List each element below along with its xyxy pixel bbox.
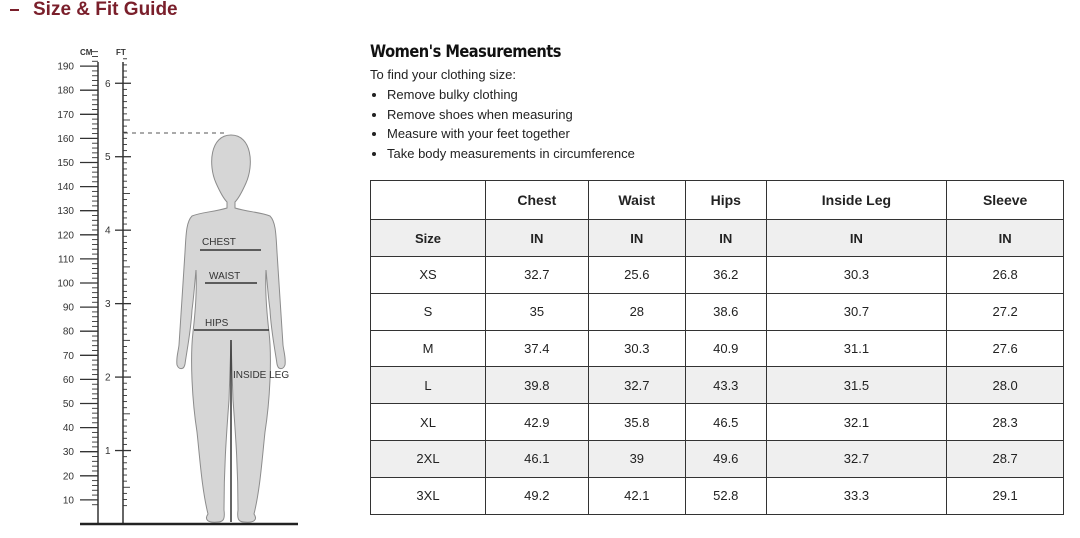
cm-tick-label: 80 <box>62 326 74 338</box>
waist-label: WAIST <box>209 271 241 282</box>
table-header-row <box>371 181 1064 220</box>
chest-cell: 42.9 <box>486 404 589 441</box>
chest-label: CHEST <box>202 237 236 248</box>
cm-tick-label: 90 <box>62 302 74 314</box>
table-row <box>371 440 1064 477</box>
chest-cell: 39.8 <box>486 367 589 404</box>
hips-cell: 38.6 <box>685 293 766 330</box>
hips-cell: 52.8 <box>685 477 766 514</box>
size-cell: XS <box>371 257 486 294</box>
size-cell: S <box>371 293 486 330</box>
hips-label: HIPS <box>205 318 229 329</box>
chest-cell: 32.7 <box>486 257 589 294</box>
sleeve-cell: 28.7 <box>947 440 1064 477</box>
ft-tick-label: 6 <box>105 78 111 90</box>
waist-cell: 32.7 <box>588 367 685 404</box>
table-row <box>371 404 1064 441</box>
tip-item: • Remove bulky clothing <box>387 85 1070 105</box>
hips-cell: 36.2 <box>685 257 766 294</box>
table-row <box>371 477 1064 514</box>
cm-tick-label: 70 <box>62 350 74 362</box>
ft-tick-label: 3 <box>105 299 111 311</box>
units-cell: IN <box>588 220 685 257</box>
ft-tick-label: 2 <box>105 372 111 384</box>
ft-scale-label: FT <box>116 48 126 57</box>
waist-cell: 39 <box>588 440 685 477</box>
cm-tick-label: 160 <box>57 133 74 145</box>
sleeve-cell: 27.2 <box>947 293 1064 330</box>
table-row <box>371 257 1064 294</box>
sleeve-cell: 27.6 <box>947 330 1064 367</box>
units-cell: IN <box>766 220 947 257</box>
size-table <box>370 180 1064 515</box>
cm-tick-label: 40 <box>62 423 74 435</box>
inside-leg-cell: 32.7 <box>766 440 947 477</box>
sleeve-cell: 29.1 <box>947 477 1064 514</box>
waist-cell: 25.6 <box>588 257 685 294</box>
inside-leg-cell: 30.3 <box>766 257 947 294</box>
chest-cell: 46.1 <box>486 440 589 477</box>
panel-title: Women's Measurements <box>370 42 561 62</box>
waist-cell: 28 <box>588 293 685 330</box>
cm-tick-label: 190 <box>57 61 74 73</box>
hips-cell: 43.3 <box>685 367 766 404</box>
cm-tick-label: 20 <box>62 471 74 483</box>
cm-tick-label: 110 <box>58 254 74 266</box>
measuring-tips <box>370 85 1070 163</box>
tip-item: • Remove shoes when measuring <box>387 105 1070 125</box>
panel-intro: To find your clothing size: <box>370 67 516 82</box>
table-units-row <box>371 220 1064 257</box>
units-cell: IN <box>947 220 1064 257</box>
tip-item: • Take body measurements in circumference <box>387 144 1070 164</box>
cm-tick-label: 130 <box>57 206 74 218</box>
cm-tick-label: 60 <box>62 374 74 386</box>
cm-tick-label: 150 <box>57 158 74 169</box>
hips-cell: 49.6 <box>685 440 766 477</box>
header-waist: Waist <box>588 181 685 220</box>
cm-tick-label: 10 <box>62 495 74 507</box>
size-cell: 3XL <box>371 477 486 514</box>
table-row <box>371 293 1064 330</box>
measurements-panel <box>370 42 1070 163</box>
units-cell: IN <box>486 220 589 257</box>
inside-leg-cell: 31.5 <box>766 367 947 404</box>
cm-tick-label: 50 <box>62 399 74 410</box>
inside-leg-cell: 33.3 <box>766 477 947 514</box>
collapse-icon <box>10 9 19 11</box>
table-row <box>371 367 1064 404</box>
measurement-figure <box>40 40 340 532</box>
ft-tick-label: 4 <box>105 225 111 237</box>
header-blank-cell <box>371 181 486 220</box>
tip-item: • Measure with your feet together <box>387 124 1070 144</box>
table-row <box>371 330 1064 367</box>
header-chest: Chest <box>486 181 589 220</box>
cm-tick-label: 180 <box>57 85 74 97</box>
sleeve-cell: 28.0 <box>947 367 1064 404</box>
hips-cell: 40.9 <box>685 330 766 367</box>
header-inside-leg: Inside Leg <box>766 181 947 220</box>
inside-leg-cell: 31.1 <box>766 330 947 367</box>
waist-cell: 42.1 <box>588 477 685 514</box>
ft-tick-label: 5 <box>105 152 111 164</box>
size-cell: XL <box>371 404 486 441</box>
ft-tick-label: 1 <box>105 446 111 458</box>
units-size-label: Size <box>371 220 486 257</box>
cm-tick-label: 140 <box>57 182 74 194</box>
header-hips: Hips <box>685 181 766 220</box>
sleeve-cell: 26.8 <box>947 257 1064 294</box>
cm-tick-label: 170 <box>57 109 74 121</box>
cm-scale-label: CM <box>80 48 93 57</box>
cm-tick-label: 100 <box>57 278 74 290</box>
chest-cell: 49.2 <box>486 477 589 514</box>
size-cell: M <box>371 330 486 367</box>
size-cell: 2XL <box>371 440 486 477</box>
units-cell: IN <box>685 220 766 257</box>
hips-cell: 46.5 <box>685 404 766 441</box>
inside-leg-label: INSIDE LEG <box>233 370 290 381</box>
size-fit-guide-toggle[interactable] <box>10 0 178 23</box>
header-sleeve: Sleeve <box>947 181 1064 220</box>
height-ruler-illustration <box>40 40 340 532</box>
inside-leg-cell: 30.7 <box>766 293 947 330</box>
sleeve-cell: 28.3 <box>947 404 1064 441</box>
cm-tick-label: 120 <box>57 230 74 242</box>
cm-tick-label: 30 <box>62 447 74 459</box>
chest-cell: 35 <box>486 293 589 330</box>
waist-cell: 35.8 <box>588 404 685 441</box>
chest-cell: 37.4 <box>486 330 589 367</box>
waist-cell: 30.3 <box>588 330 685 367</box>
section-title: Size & Fit Guide <box>33 0 178 20</box>
height-ruler <box>57 48 131 524</box>
inside-leg-cell: 32.1 <box>766 404 947 441</box>
size-cell: L <box>371 367 486 404</box>
